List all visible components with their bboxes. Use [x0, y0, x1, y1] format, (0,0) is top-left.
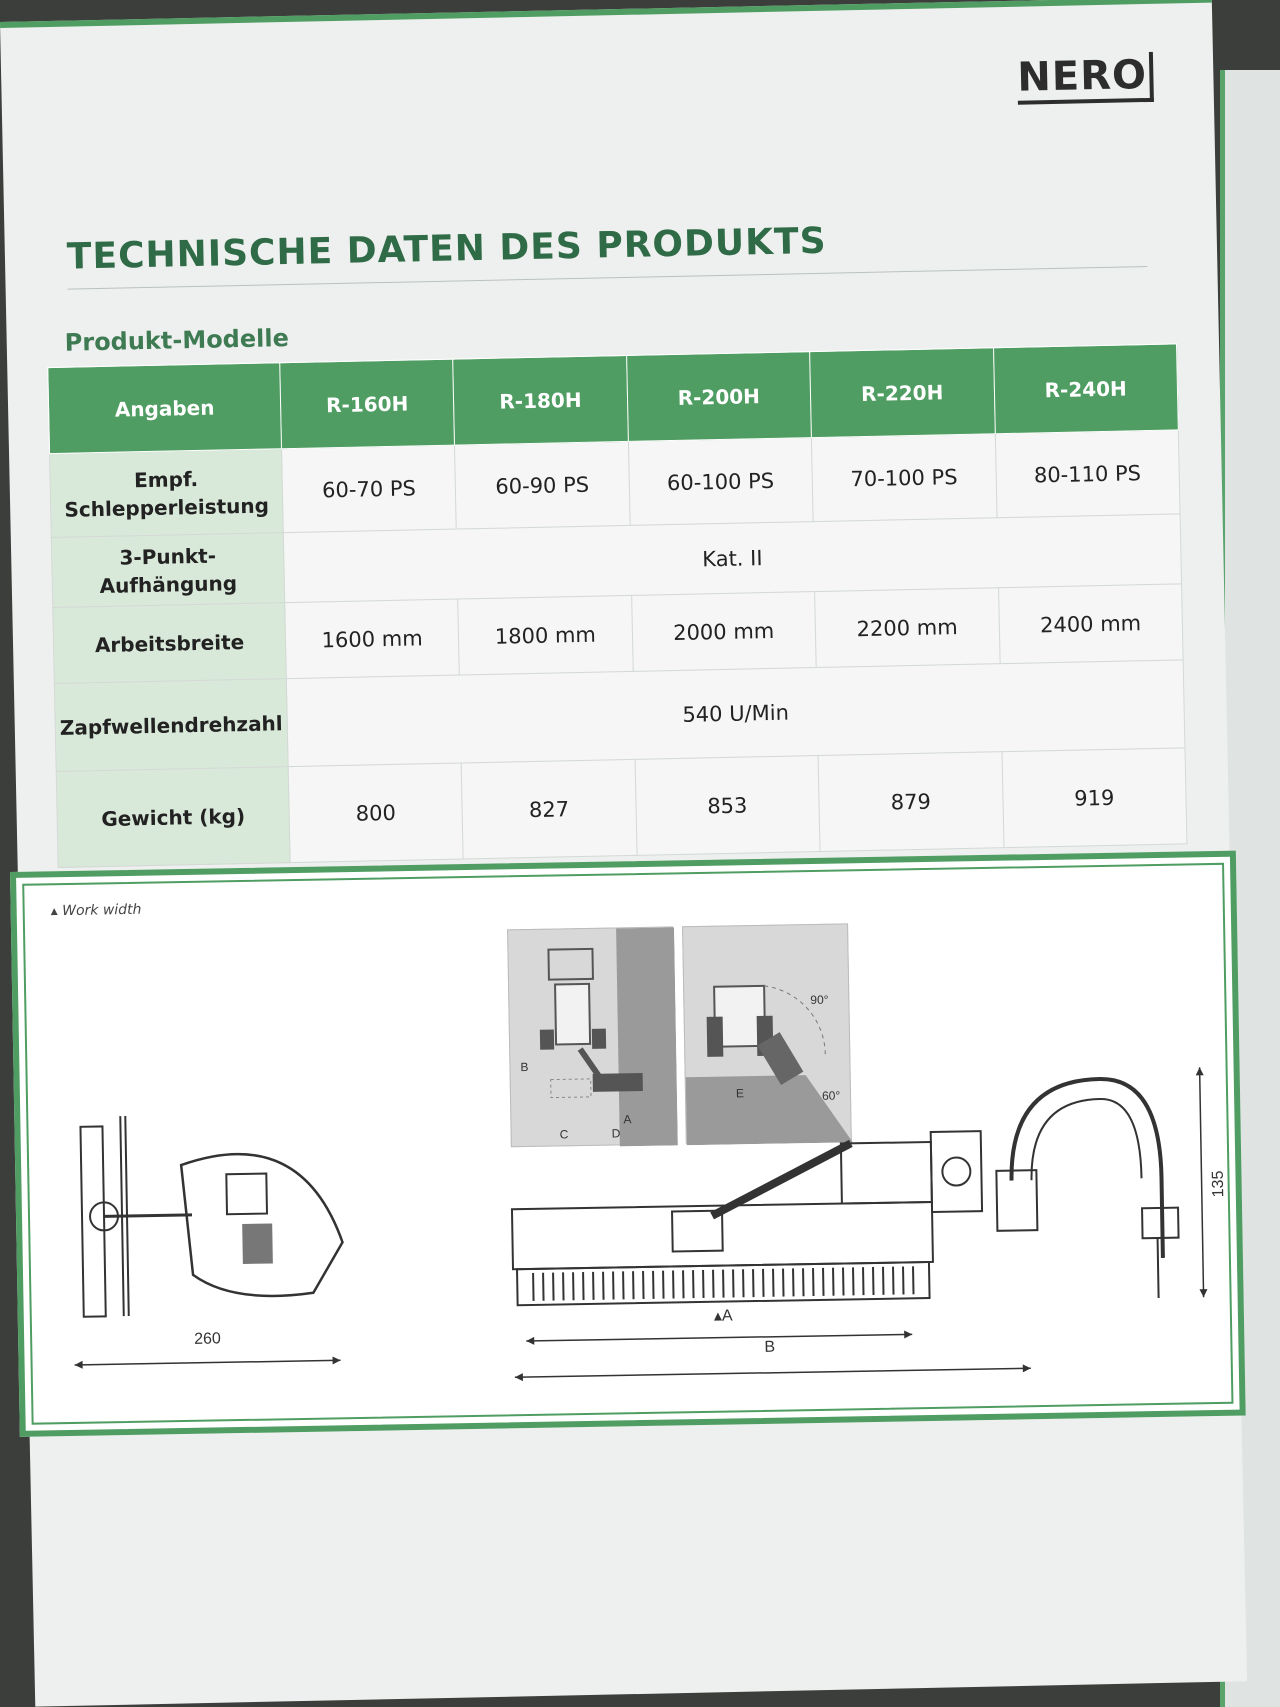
technical-drawing-frame	[10, 851, 1246, 1437]
thumb-c-label: C	[559, 1127, 569, 1142]
nero-logo: NERO	[1017, 52, 1154, 105]
thumb-b-label: B	[520, 1059, 529, 1075]
dimension-b-label: B	[764, 1338, 776, 1356]
cell-power: 60-90 PS	[455, 441, 630, 529]
model-r240h: R-240H	[993, 344, 1178, 434]
cell-weight: 879	[818, 752, 1003, 852]
rear-view-thumbnail	[682, 923, 852, 1144]
angle-60-label: 60°	[821, 1088, 841, 1103]
angle-90-label: 90°	[810, 992, 829, 1008]
arm-drawing	[989, 1057, 1223, 1311]
cell-weight: 800	[288, 763, 463, 863]
model-r180h: R-180H	[453, 355, 628, 445]
specs-table	[47, 343, 1187, 868]
top-view-sketch	[508, 927, 678, 1148]
front-view-drawing	[490, 1111, 994, 1350]
row-label-pto: Zapfwellendrehzahl	[54, 679, 288, 772]
header-label: Angaben	[48, 363, 282, 454]
row-label-power: Empf. Schlepperleistung	[50, 449, 284, 538]
cell-weight: 853	[635, 756, 820, 856]
top-view-thumbnail	[507, 926, 677, 1147]
cell-power: 70-100 PS	[811, 434, 996, 522]
dimension-135-label: 135	[1209, 1170, 1228, 1198]
thumb-d-label: D	[611, 1126, 621, 1141]
model-r160h: R-160H	[280, 359, 455, 449]
cell-weight: 919	[1002, 748, 1187, 848]
cell-power: 60-100 PS	[628, 438, 813, 526]
thumb-a-label: A	[623, 1112, 632, 1127]
row-label-weight: Gewicht (kg)	[56, 767, 290, 868]
model-r220h: R-220H	[810, 348, 995, 438]
cell-weight: 827	[461, 759, 636, 859]
cell-power: 80-110 PS	[995, 430, 1180, 518]
thumb-e-label: E	[735, 1086, 745, 1101]
section-subtitle: Produkt-Modelle	[64, 324, 290, 357]
side-view-drawing	[50, 1102, 364, 1347]
cell-width: 1800 mm	[458, 595, 633, 675]
dimension-260-label: 260	[194, 1330, 222, 1348]
work-width-label: ▴ Work width	[50, 901, 142, 920]
cell-width: 2000 mm	[631, 592, 816, 672]
cell-pto: 540 U/Min	[286, 660, 1185, 767]
rear-view-sketch	[683, 924, 853, 1145]
row-label-width: Arbeitsbreite	[53, 603, 287, 684]
cell-width: 2200 mm	[815, 588, 1000, 668]
cell-power: 60-70 PS	[281, 445, 456, 533]
cell-hitch: Kat. II	[283, 514, 1181, 603]
dimension-a-label: ▴A	[713, 1307, 733, 1325]
cell-width: 2400 mm	[998, 584, 1183, 664]
page-title: TECHNISCHE DATEN DES PRODUKTS	[66, 220, 827, 278]
row-label-hitch: 3-Punkt-Aufhängung	[51, 533, 284, 608]
model-r200h: R-200H	[626, 352, 811, 442]
cell-width: 1600 mm	[285, 599, 460, 679]
